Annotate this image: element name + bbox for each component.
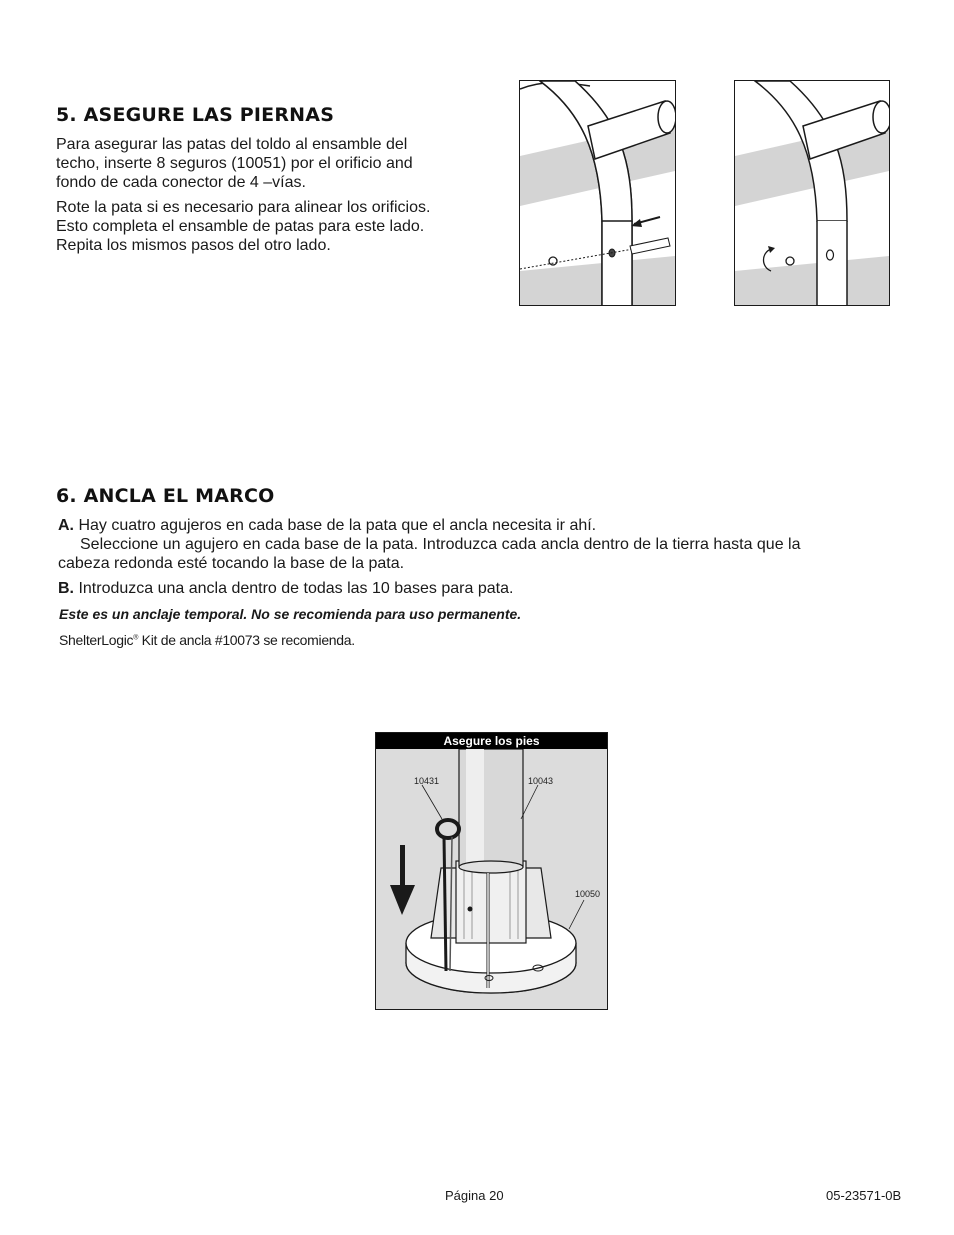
leg-rotate-drawing <box>735 81 889 305</box>
text-line: Rote la pata si es necesario para alinear los orificios. <box>56 199 431 216</box>
part-label-10431: 10431 <box>414 776 440 786</box>
section-5-paragraph-2 <box>56 198 476 255</box>
secure-feet-illustration <box>375 732 608 1010</box>
text-line: Esto completa el ensamble de patas para este lado. <box>56 218 425 235</box>
step-b-label: B. <box>58 580 74 597</box>
temporary-anchor-warning: Este es un anclaje temporal. No se recomienda para uso permanente. <box>59 606 522 622</box>
leg-pin-insert-drawing <box>520 81 675 305</box>
section-5-title: 5. ASEGURE LAS PIERNAS <box>56 104 335 126</box>
page-number: Página 20 <box>445 1188 504 1203</box>
step-b-text: Introduzca una ancla dentro de todas las 10 bases para pata. <box>78 580 514 597</box>
text-line: Para asegurar las patas del toldo al ensamble del <box>56 136 408 153</box>
figure-caption: Asegure los pies <box>376 733 607 749</box>
document-number: 05-23571-0B <box>826 1188 902 1203</box>
brand-name: ShelterLogic <box>59 632 134 648</box>
anchor-kit-note <box>59 632 355 648</box>
part-label-10043: 10043 <box>528 776 554 786</box>
text-line: fondo de cada conector de 4 –vías. <box>56 174 306 191</box>
step-a-line-1 <box>58 516 918 535</box>
kit-note-text: Kit de ancla #10073 se recomienda. <box>138 632 355 648</box>
part-label-10050: 10050 <box>575 889 601 899</box>
section-6-title: 6. ANCLA EL MARCO <box>56 485 275 507</box>
leg-rotate-illustration <box>734 80 890 306</box>
step-a <box>58 516 918 573</box>
secure-feet-drawing <box>376 733 607 1009</box>
step-b <box>58 579 918 598</box>
registered-mark: ® <box>133 634 139 642</box>
leg-pin-insert-illustration <box>519 80 676 306</box>
step-a-line-2: Seleccione un agujero en cada base de la pata. Introduzca cada ancla dentro de la tierra hasta que la <box>80 536 801 553</box>
text-line: techo, inserte 8 seguros (10051) por el orificio and <box>56 155 413 172</box>
section-5-paragraph-1 <box>56 135 476 192</box>
text-line: Repita los mismos pasos del otro lado. <box>56 237 331 254</box>
step-a-line-3: cabeza redonda esté tocando la base de la pata. <box>58 555 405 572</box>
step-a-label: A. <box>58 517 74 534</box>
step-a-text: Hay cuatro agujeros en cada base de la pata que el ancla necesita ir ahí. <box>78 517 597 534</box>
